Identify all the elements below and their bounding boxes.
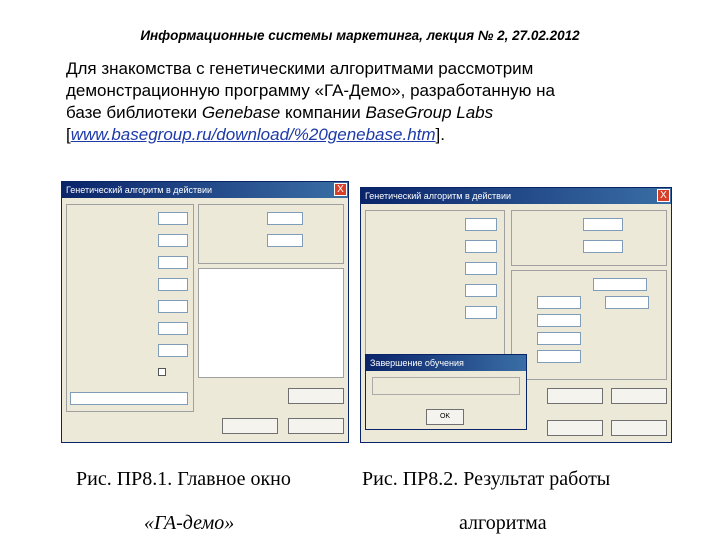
fig1-caption-line2: «ГА-демо»: [144, 512, 235, 534]
fig1-caption-line1: Рис. ПР8.1. Главное окно: [76, 468, 291, 490]
close-icon[interactable]: X: [334, 183, 347, 196]
stop-button[interactable]: [288, 418, 344, 434]
intro-line-2: демонстрационную программу «ГА-Демо», разработанную на: [66, 81, 555, 100]
download-link[interactable]: www.basegroup.ru/download/%20genebase.htm: [70, 125, 436, 144]
result2-field-1[interactable]: [583, 218, 623, 231]
next-button-2[interactable]: [611, 388, 667, 404]
param-field-6[interactable]: [158, 322, 188, 335]
stop-button-2[interactable]: [611, 420, 667, 436]
answer-field-2[interactable]: [537, 296, 581, 309]
bracket-close: ].: [435, 125, 445, 144]
param2-field-4[interactable]: [465, 284, 497, 297]
finish-dialog-title: Завершение обучения: [370, 358, 464, 368]
ok-button[interactable]: OK: [426, 409, 464, 425]
library-name: Genebase: [201, 103, 281, 122]
param2-field-2[interactable]: [465, 240, 497, 253]
param-checkbox[interactable]: [158, 368, 166, 376]
intro-paragraph: [66, 58, 666, 146]
start-button[interactable]: [222, 418, 278, 434]
close-icon[interactable]: X: [657, 189, 670, 202]
intro-line-3-a: базе библиотеки: [66, 103, 202, 122]
result-field-2[interactable]: [267, 234, 303, 247]
intro-line-3: [66, 102, 666, 124]
result2-field-2[interactable]: [583, 240, 623, 253]
finish-dialog: [365, 354, 527, 430]
main-window-screenshot: [61, 181, 349, 443]
bracket-open: [: [66, 125, 71, 144]
intro-line-3-c: компании: [280, 103, 366, 122]
answer-field-1[interactable]: [593, 278, 647, 291]
param-field-4[interactable]: [158, 278, 188, 291]
dialog-message: [372, 377, 520, 395]
lecture-header: Информационные системы маркетинга, лекция № 2, 27.02.2012: [140, 28, 580, 43]
result-field-1[interactable]: [267, 212, 303, 225]
task-group: [198, 268, 344, 378]
finish-dialog-titlebar: [366, 355, 526, 371]
company-name: BaseGroup Labs: [365, 103, 494, 122]
param-field-1[interactable]: [158, 212, 188, 225]
calc-button[interactable]: [288, 388, 344, 404]
answer-field-4[interactable]: [537, 314, 581, 327]
calc-button-2[interactable]: [547, 388, 603, 404]
param-field-7[interactable]: [158, 344, 188, 357]
answer-field-6[interactable]: [537, 350, 581, 363]
param2-field-5[interactable]: [465, 306, 497, 319]
main-window-titlebar: [62, 182, 348, 198]
fig2-caption-line1: Рис. ПР8.2. Результат работы: [362, 468, 611, 490]
param-field-5[interactable]: [158, 300, 188, 313]
answer-field-5[interactable]: [537, 332, 581, 345]
result-window-title: Генетический алгоритм в действии: [365, 191, 512, 201]
param-select[interactable]: [70, 392, 188, 405]
param2-field-1[interactable]: [465, 218, 497, 231]
intro-line-4: [66, 124, 666, 146]
answer-field-3[interactable]: [605, 296, 649, 309]
param-field-3[interactable]: [158, 256, 188, 269]
param2-field-3[interactable]: [465, 262, 497, 275]
result-window-titlebar: [361, 188, 671, 204]
main-window-title: Генетический алгоритм в действии: [66, 185, 213, 195]
fig2-caption-line2: алгоритма: [459, 512, 547, 534]
param-field-2[interactable]: [158, 234, 188, 247]
intro-line-1: Для знакомства с генетическими алгоритмами рассмотрим: [66, 59, 534, 78]
start-button-2[interactable]: [547, 420, 603, 436]
